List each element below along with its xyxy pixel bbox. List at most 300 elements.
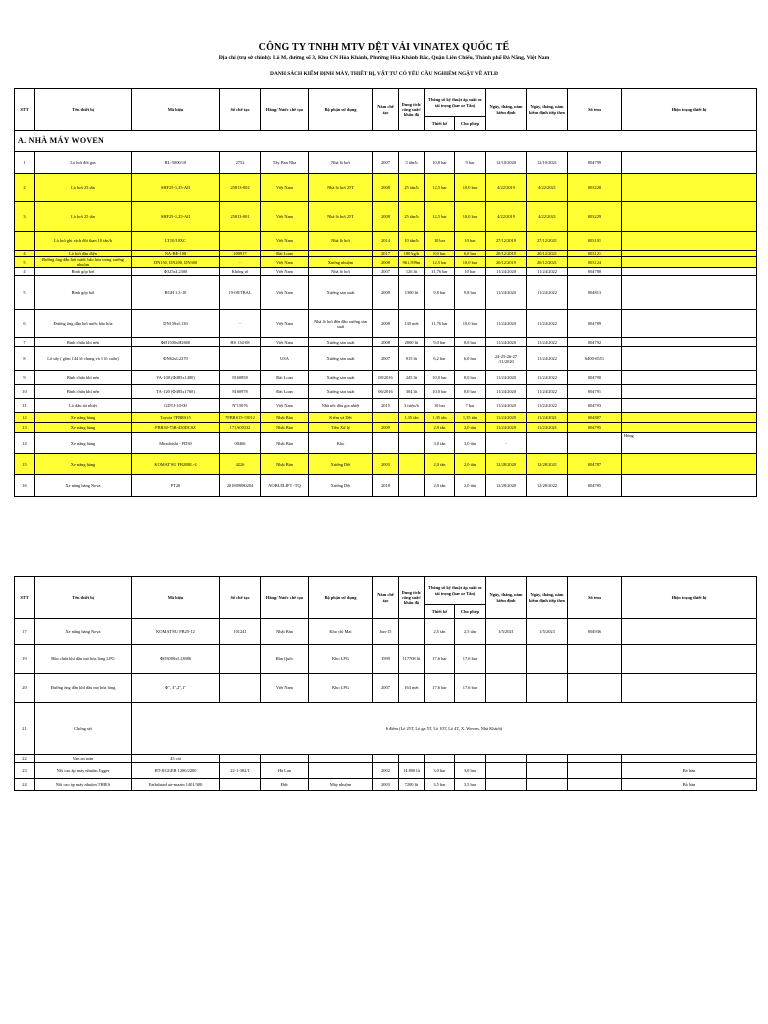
table-row <box>15 202 757 232</box>
cell-design: 8,0 bar <box>425 251 455 257</box>
cell-year: 2008 <box>373 174 399 202</box>
cell-model: Φ", 3",2",1" <box>132 674 220 703</box>
cell-capacity: 7200 lít <box>399 779 425 791</box>
col-allowed: Cho phép <box>455 117 486 131</box>
cell-maker: Việt Nam <box>261 338 309 347</box>
cell-serial: 8160978 <box>220 385 261 399</box>
cell-model: ΦØ1500xH2600 <box>132 338 220 347</box>
cell-design: 11,76 bar <box>425 268 455 276</box>
cell-year: 2007 <box>373 674 399 703</box>
cell-model: VA-100 (Φ485x1480) <box>132 371 220 385</box>
cell-capacity: 961,599m <box>399 257 425 268</box>
cell-next: 11/24/2022 <box>527 347 568 371</box>
cell-stt: 9 <box>15 371 35 385</box>
cell-inspect: 4/22/2019 <box>486 202 527 232</box>
table-row <box>15 423 757 433</box>
cell-inspect: 12/28/2020 <box>486 475 527 497</box>
cell-maker: Việt Nam <box>261 257 309 268</box>
cell-serial: 201809080204 <box>220 475 261 497</box>
cell-allowed: 10 bar <box>455 268 486 276</box>
table-row <box>15 268 757 276</box>
cell-model: LT10/10XC <box>132 232 220 251</box>
cell-allowed: 7 bar <box>455 399 486 413</box>
cell-status <box>622 454 757 475</box>
cell-capacity: 10 tấn/h <box>399 232 425 251</box>
cell-design: 12,5 bar <box>425 202 455 232</box>
cell-inspect: 11/24/2020 <box>486 423 527 433</box>
table-row <box>15 174 757 202</box>
cell-name: Lò hơi dầu điện <box>35 251 132 257</box>
cell-inspect <box>486 645 527 674</box>
col-status: Hiện trạng thiết bị <box>622 577 757 619</box>
cell-design: 3,0 bar <box>425 763 455 779</box>
cell-stamp <box>568 674 622 703</box>
col-params: Thông số kỹ thuật áp suất or tải trọng (bar or Tấn) <box>425 577 486 605</box>
cell-dept: Nhà lò hơi <box>309 152 373 174</box>
cell-maker: Đức <box>261 779 309 791</box>
cell-status: Hỏng <box>622 433 757 454</box>
company-name: CÔNG TY TNHH MTV DỆT VẢI VINATEX QUỐC TẾ <box>258 42 510 53</box>
cell-serial: Nº15076 <box>220 399 261 413</box>
cell-design: 9,0 bar <box>425 338 455 347</box>
cell-stamp: 004785 <box>568 475 622 497</box>
cell-maker: Nhật Bản <box>261 433 309 454</box>
cell-serial: - <box>220 310 261 338</box>
cell-stt: 4 <box>15 251 35 257</box>
cell-maker: Tây Ban Nha <box>261 152 309 174</box>
col-dept: Bộ phận sử dụng <box>309 89 373 131</box>
table-row <box>15 645 757 674</box>
cell-dept: Nhà lò hơi đến đầu xưởng sản xuất <box>309 310 373 338</box>
cell-maker: Việt Nam <box>261 399 309 413</box>
cell-model: Farbsbaad air-mazin 1401/300 <box>132 779 220 791</box>
cell-stamp <box>568 645 622 674</box>
col-design: Thiết kế <box>425 605 455 619</box>
cell-maker: Nhật Bản <box>261 454 309 475</box>
table-row <box>15 413 757 423</box>
col-inspect-date: Ngày, tháng, năm kiểm định <box>486 89 527 131</box>
cell-next: 11/24/2022 <box>527 338 568 347</box>
cell-maker: Việt Nam <box>261 268 309 276</box>
cell-stt: 5 <box>15 257 35 268</box>
cell-serial: 25813-001 <box>220 202 261 232</box>
cell-serial: 8160858 <box>220 371 261 385</box>
cell-allowed: 9 bar <box>455 152 486 174</box>
cell-design: 10,8 bar <box>425 152 455 174</box>
cell-maker: NOBLELIFT -TQ <box>261 475 309 497</box>
cell-stt: 11 <box>15 399 35 413</box>
cell-next: 11/24/2022 <box>527 399 568 413</box>
cell-stamp: 004799 <box>568 152 622 174</box>
cell-inspect: 1/5/2021 <box>486 619 527 645</box>
cell-model: ΦØ3000xL13886 <box>132 645 220 674</box>
col-next-date: Ngày, tháng, năm kiểm định tiếp theo <box>527 89 568 131</box>
cell-dept: Nhà lò hơi <box>309 268 373 276</box>
cell-inspect: 11/24/2020 <box>486 338 527 347</box>
cell-serial <box>220 347 261 371</box>
cell-status <box>622 257 757 268</box>
cell-stamp: 004787 <box>568 454 622 475</box>
cell-allowed: 8,0 bar <box>455 338 486 347</box>
cell-stamp: 004795 <box>568 423 622 433</box>
cell-maker: Nhật Bản <box>261 619 309 645</box>
cell-stamp: 004792 <box>568 338 622 347</box>
cell-year: 2008 <box>373 338 399 347</box>
cell-maker: Hàn Quốc <box>261 645 309 674</box>
cell-model: Mitsubishi - FD30 <box>132 433 220 454</box>
cell-stt: 14 <box>15 433 35 454</box>
cell-allowed: 10,0 bar <box>455 310 486 338</box>
cell-status: Bỏ hàn <box>622 779 757 791</box>
cell-year: 2008 <box>373 257 399 268</box>
cell-status <box>622 674 757 703</box>
cell-stt: 6 <box>15 310 35 338</box>
cell-name: Chống sét <box>35 703 132 755</box>
cell-maker: Việt Nam <box>261 276 309 310</box>
cell-maker: USA <box>261 347 309 371</box>
cell-stt: 23 <box>15 763 35 779</box>
cell-status <box>622 174 757 202</box>
table-row <box>15 763 757 779</box>
cell-inspect <box>486 674 527 703</box>
cell-serial: Không rõ <box>220 268 261 276</box>
cell-capacity <box>399 619 425 645</box>
cell-inspect: 4/22/2019 <box>486 174 527 202</box>
col-maker: Hãng/ Nước chế tạo <box>261 89 309 131</box>
cell-name: Lô sấy ( gồm 144 lô chung và 1 lô cuốn) <box>35 347 132 371</box>
cell-inspect: - <box>486 433 527 454</box>
table-row <box>15 371 757 385</box>
cell-stamp: 004791 <box>568 385 622 399</box>
cell-name: Xe nâng hàng Nova <box>35 475 132 497</box>
cell-status <box>622 310 757 338</box>
cell-allowed: 10,0 bar <box>455 174 486 202</box>
cell-stt: 4 <box>15 268 35 276</box>
cell-design: 2,0 tấn <box>425 475 455 497</box>
cell-next <box>527 433 568 454</box>
col-stt: STT <box>15 577 35 619</box>
cell-next: 12/28/2022 <box>527 475 568 497</box>
cell-maker: Hà Lan <box>261 763 309 779</box>
cell-next: 11/24/2022 <box>527 268 568 276</box>
cell-inspect: 27/12/2019 <box>486 232 527 251</box>
cell-next <box>527 674 568 703</box>
cell-next: 1/5/2023 <box>527 619 568 645</box>
cell-name: Bình chứa khí nén <box>35 385 132 399</box>
cell-design: 17,6 bar <box>425 645 455 674</box>
cell-allowed: 17,6 bar <box>455 674 486 703</box>
table-row <box>15 703 757 755</box>
cell-dept: Tiền Xử lý <box>309 423 373 433</box>
cell-name: Đường ống dẫn khí dầu mỏ hóa lỏng <box>35 674 132 703</box>
cell-stt <box>15 232 35 251</box>
cell-maker: Đài Loan <box>261 371 309 385</box>
cell-model: NA-BE-108 <box>132 251 220 257</box>
col-model: Mã hiệu <box>132 89 220 131</box>
cell-model: KOMAT'SU FB20RL-4 <box>132 454 220 475</box>
cell-name: Xe nâng hàng <box>35 454 132 475</box>
cell-capacity: 2000 lít <box>399 338 425 347</box>
cell-inspect: 11/24/2020 <box>486 413 527 423</box>
cell-year: 1999 <box>373 645 399 674</box>
cell-stt: 20 <box>15 674 35 703</box>
col-maker: Hãng/ Nước chế tạo <box>261 577 309 619</box>
cell-allowed: 17,6 bar <box>455 645 486 674</box>
cell-dept: Kho LPG <box>309 645 373 674</box>
cell-serial <box>220 232 261 251</box>
cell-stamp: 003229 <box>568 202 622 232</box>
cell-design: 1,35 tấn <box>425 413 455 423</box>
cell-serial: 2752 <box>220 152 261 174</box>
cell-capacity: 915 lít <box>399 347 425 371</box>
cell-status <box>622 619 757 645</box>
cell-dept: Nhà lò hơi 25T <box>309 174 373 202</box>
cell-name: Nồi cao áp máy nhuộm Jigger <box>35 763 132 779</box>
cell-capacity: 245 lít <box>399 371 425 385</box>
cell-stamp <box>568 433 622 454</box>
cell-model: DN150xL130 <box>132 310 220 338</box>
cell-name: Bình chứa khí nén <box>35 371 132 385</box>
col-stamp: Số tem <box>568 89 622 131</box>
table-row <box>15 385 757 399</box>
section-title: A. NHÀ MÁY WOVEN <box>15 131 757 152</box>
cell-status <box>622 645 757 674</box>
cell-next: 12/28/2021 <box>527 454 568 475</box>
cell-name: Lò dầu tải nhiệt <box>35 399 132 413</box>
cell-status <box>622 399 757 413</box>
col-model: Mã hiệu <box>132 577 220 619</box>
cell-name: Lò hơi 25 tấn <box>35 202 132 232</box>
cell-capacity: 304 lít <box>399 385 425 399</box>
cell-next: 11/24/2021 <box>527 423 568 433</box>
cell-stamp: 003228 <box>568 174 622 202</box>
cell-allowed: 6,0 bar <box>455 251 486 257</box>
col-allowed: Cho phép <box>455 605 486 619</box>
cell-design: 2,5 tấn <box>425 619 455 645</box>
cell-name: Xe nâng hàng <box>35 413 132 423</box>
cell-capacity <box>399 475 425 497</box>
col-stt: STT <box>15 89 35 131</box>
cell-model: 45 cái <box>132 755 220 763</box>
cell-name: Bình góp hơi <box>35 268 132 276</box>
cell-inspect: 11/24/2020 <box>486 385 527 399</box>
cell-inspect: 11/24/2020 <box>486 276 527 310</box>
cell-year: 2007 <box>373 268 399 276</box>
cell-stt: 21 <box>15 703 35 755</box>
table-row <box>15 755 757 763</box>
cell-capacity: 117708 lít <box>399 645 425 674</box>
cell-capacity <box>399 433 425 454</box>
cell-status <box>622 268 757 276</box>
cell-capacity: 126 lít <box>399 268 425 276</box>
table-row <box>15 276 757 310</box>
cell-design: 10 bar <box>425 232 455 251</box>
cell-status: Bỏ hàn <box>622 763 757 779</box>
cell-serial <box>220 779 261 791</box>
cell-next: 11/24/2022 <box>527 310 568 338</box>
cell-dept: Kho LPG <box>309 674 373 703</box>
cell-allowed: 2,0 tấn <box>455 423 486 433</box>
cell-status <box>622 152 757 174</box>
cell-year: 2009 <box>373 423 399 433</box>
cell-serial: HS 134-08 <box>220 338 261 347</box>
cell-allowed: 2,0 tấn <box>455 454 486 475</box>
cell-status <box>622 338 757 347</box>
cell-allowed: 8,0 bar <box>455 371 486 385</box>
table-row <box>15 310 757 338</box>
cell-model: DN150, DN200, DN300 <box>132 257 220 268</box>
cell-allowed: 6,0 bar <box>455 347 486 371</box>
cell-design: 10,0 bar <box>425 385 455 399</box>
cell-capacity: 1,35 tấn <box>399 413 425 423</box>
cell-stamp: 004789 <box>568 310 622 338</box>
cell-stt: 3 <box>15 202 35 232</box>
cell-serial: 22-1-382/1 <box>220 763 261 779</box>
cell-dept: Xưởng Dệt <box>309 475 373 497</box>
cell-dept: Kho <box>309 433 373 454</box>
cell-design: 2,9 tấn <box>425 423 455 433</box>
cell-inspect: 11/24/2020 <box>486 268 527 276</box>
cell-year: 2003 <box>373 779 399 791</box>
cell-status <box>622 423 757 433</box>
cell-serial <box>220 645 261 674</box>
cell-serial: 171A00332 <box>220 423 261 433</box>
cell-inspect: 11/24/2020 <box>486 371 527 385</box>
cell-stamp: 003124 <box>568 257 622 268</box>
cell-design: 10 bar <box>425 399 455 413</box>
cell-dept: Xưởng sản xuất <box>309 276 373 310</box>
table-row <box>15 779 757 791</box>
col-inspect-date: Ngày, tháng, năm kiểm định <box>486 577 527 619</box>
cell-serial: 25813-002 <box>220 174 261 202</box>
cell-stamp: 003101 <box>568 232 622 251</box>
cell-inspect: 20/12/2019 <box>486 251 527 257</box>
cell-stt: 7 <box>15 338 35 347</box>
table-row <box>15 454 757 475</box>
table-row <box>15 475 757 497</box>
table-row <box>15 433 757 454</box>
cell-status <box>622 385 757 399</box>
cell-year: 2008 <box>373 276 399 310</box>
cell-stt: 13 <box>15 423 35 433</box>
table-row <box>15 257 757 268</box>
cell-next: 11/24/2022 <box>527 276 568 310</box>
cell-dept: Xưởng sản xuất <box>309 338 373 347</box>
cell-year: 2017 <box>373 251 399 257</box>
cell-next: 11/24/2022 <box>527 371 568 385</box>
inspection-table-2 <box>14 576 757 791</box>
cell-stt: 22 <box>15 755 35 763</box>
cell-allowed: 10,0 bar <box>455 257 486 268</box>
cell-dept <box>309 763 373 779</box>
col-status: Hiện trạng thiết bị <box>622 89 757 131</box>
cell-capacity: 14.800 lít <box>399 763 425 779</box>
cell-allowed: 8,0 bar <box>455 385 486 399</box>
cell-dept: Nhà nồi dầu gia nhiệt <box>309 399 373 413</box>
cell-next: 11/24/2022 <box>527 385 568 399</box>
cell-stt: 8 <box>15 347 35 371</box>
cell-stamp: 004936 <box>568 619 622 645</box>
table-row <box>15 399 757 413</box>
cell-allowed: 10 bar <box>455 232 486 251</box>
table-row <box>15 674 757 703</box>
table-row <box>15 619 757 645</box>
cell-design: 6,2 bar <box>425 347 455 371</box>
cell-design: 12,5 bar <box>425 257 455 268</box>
cell-serial: 7FBRS15-15012 <box>220 413 261 423</box>
cell-stamp: 004807 <box>568 413 622 423</box>
cell-allowed: 9,8 bar <box>455 276 486 310</box>
cell-maker: Việt Nam <box>261 174 309 202</box>
cell-stt: 19 <box>15 645 35 674</box>
col-dept: Bộ phận sử dụng <box>309 577 373 619</box>
cell-model: GDTJ-10-00 <box>132 399 220 413</box>
inspection-table-1 <box>14 88 757 497</box>
cell-model: HT-JIGGER 1200/2200 <box>132 763 220 779</box>
col-year: Năm chế tạo <box>373 577 399 619</box>
cell-next: 20/12/2021 <box>527 257 568 268</box>
cell-capacity: 3 triệu/h <box>399 399 425 413</box>
cell-stt: 17 <box>15 619 35 645</box>
cell-serial: 4226 <box>220 454 261 475</box>
cell-serial: 200917 <box>220 251 261 257</box>
cell-model: RL-5000/10 <box>132 152 220 174</box>
cell-dept: Nhà lò hơi 25T <box>309 202 373 232</box>
cell-model: ΦN62xL2270 <box>132 347 220 371</box>
cell-dept: Xưởng sản xuất <box>309 385 373 399</box>
cell-dept: Xưởng sản xuất <box>309 371 373 385</box>
col-name: Tên thiết bị <box>35 577 132 619</box>
cell-maker: Việt Nam <box>261 232 309 251</box>
cell-maker: Việt Nam <box>261 674 309 703</box>
cell-capacity: 100 kg/h <box>399 251 425 257</box>
cell-capacity <box>399 454 425 475</box>
cell-stamp: 004790 <box>568 371 622 385</box>
cell-year: 2003 <box>373 454 399 475</box>
table-row <box>15 232 757 251</box>
cell-stamp: 003121 <box>568 251 622 257</box>
cell-name: Đường ống dẫn hơi nước bão hòa trong xưởng nhuộm <box>35 257 132 268</box>
cell-inspect: 12/28/2020 <box>486 454 527 475</box>
cell-next: 4/22/2021 <box>527 202 568 232</box>
cell-design: 10,0 bar <box>425 371 455 385</box>
cell-year: 2018 <box>373 475 399 497</box>
col-serial: Số chế tạo <box>220 577 261 619</box>
cell-design: 12,5 bar <box>425 174 455 202</box>
cell-maker: Nhật Bản <box>261 423 309 433</box>
cell-status <box>622 232 757 251</box>
cell-stamp: 6400-6551 <box>568 347 622 371</box>
cell-stt: 2 <box>15 174 35 202</box>
col-design: Thiết kế <box>425 117 455 131</box>
cell-allowed: 3,0 tấn <box>455 433 486 454</box>
cell-serial <box>220 674 261 703</box>
cell-maker: Đài Loan <box>261 385 309 399</box>
cell-model: Φ325xL2300 <box>132 268 220 276</box>
col-capacity: Dung tích/ công suất/ khẩu độ <box>399 89 425 131</box>
cell-stt: 10 <box>15 385 35 399</box>
cell-dept: Kiểm và Dệt <box>309 413 373 423</box>
col-capacity: Dung tích/ công suất/ khẩu độ <box>399 577 425 619</box>
cell-maker: Việt Nam <box>261 310 309 338</box>
cell-status <box>622 347 757 371</box>
cell-dept: Xưởng nhuộm <box>309 257 373 268</box>
cell-design: 3,0 tấn <box>425 433 455 454</box>
cell-capacity: 163 mét <box>399 674 425 703</box>
cell-dept: Nhà lò hơi <box>309 232 373 251</box>
cell-next: 12/10/2021 <box>527 152 568 174</box>
cell-model: Toyota 7FBRS15 <box>132 413 220 423</box>
